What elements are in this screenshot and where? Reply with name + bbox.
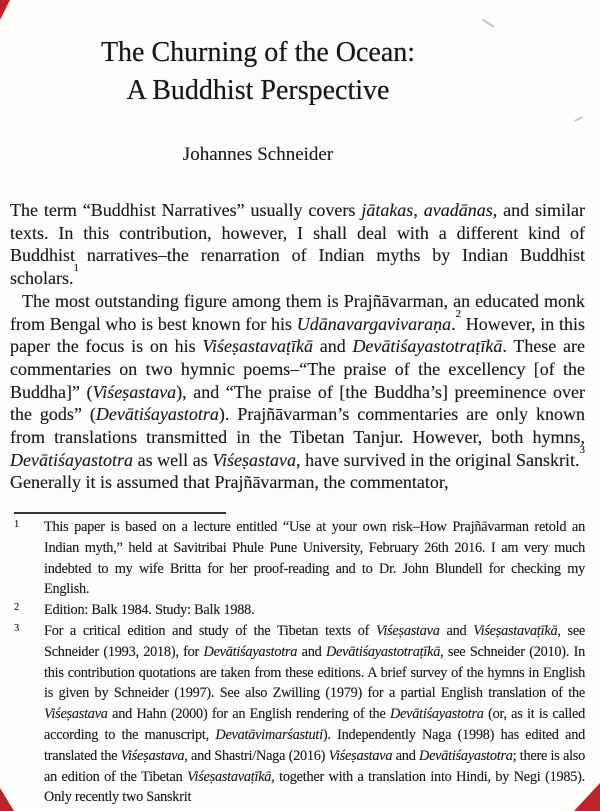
footnote-item	[10, 621, 585, 808]
text-run: and	[439, 622, 474, 639]
italic-term: avadānas	[423, 200, 493, 220]
italic-term: Udānavargavivaraṇa	[296, 313, 452, 334]
footnote-reference: 2	[455, 307, 462, 320]
article-title-line1: The Churning of the Ocean:	[100, 37, 416, 68]
footnotes-block	[10, 517, 585, 808]
text-run: This paper is based on a lecture entitled “Use at your own risk–How Prajñāvarman retold an Indian myth,” held at Savitribai Phule Pune University, February 26th 2016. I am very much indebted to my wife Britta for her proof-reading and to Dr. John Blundell for checking my English.	[44, 519, 585, 598]
text-run: and	[297, 643, 326, 660]
text-run: and	[312, 336, 353, 357]
article-body	[10, 199, 585, 494]
article-title-line2: A Buddhist Perspective	[126, 75, 390, 106]
article-title	[0, 34, 516, 110]
text-run: . These are commentaries on two hymnic poems–“The praise of the excellency [of the Buddha]” (	[10, 336, 585, 402]
text-run: Generally it is assumed that Prajñāvarman, the commentator,	[10, 472, 449, 493]
footnote-number: 2	[14, 602, 20, 614]
text-run: , see Schneider (2010). In this contribution quotations are taken from these editions. A brief survey of the hymns in English is given by Schneider (1997). See also Zwilling (1979) for a partial English translation of the	[44, 643, 585, 702]
author-name: Johannes Schneider	[182, 144, 334, 165]
text-run: The term “Buddhist Narratives” usually covers	[10, 200, 362, 220]
footnote-item	[10, 600, 585, 621]
italic-term: Devātiśayastotraṭīkā	[352, 336, 503, 357]
italic-term: Viśeṣastavaṭīkā	[473, 622, 558, 639]
footnote-separator-rule	[14, 512, 226, 514]
italic-term: Devātiśayastotraṭīkā	[325, 643, 441, 660]
text-run: Edition: Balk 1984. Study: Balk 1988.	[44, 602, 255, 619]
italic-term: Viśeṣastava	[212, 449, 296, 470]
italic-term: Viśeṣastava	[120, 747, 185, 764]
text-run: ). Prajñāvarman’s commentaries are only known from translations transmitted in the Tibetan Tanjur. However, both hymns,	[10, 404, 585, 448]
text-run: , and similar texts. In this contribution, however, I shall deal with a different kind of Buddhist narratives–the renarration of Indian myths by Indian Buddhist scholars.	[10, 200, 586, 289]
text-run: , together with a translation into Hindi, by Negi (1985). Only recently two Sanskrit	[44, 768, 586, 806]
body-paragraph	[10, 290, 585, 494]
italic-term: Devātiśayastotra	[10, 449, 133, 470]
text-run: and Hahn (2000) for an English rendering of the	[107, 706, 390, 723]
text-run: and	[392, 747, 419, 764]
text-run: , have survived in the original Sanskrit.	[296, 449, 580, 470]
italic-term: Devātiśayastotra	[95, 404, 219, 425]
italic-term: Viśeṣastava	[44, 706, 108, 723]
italic-term: Devatāvimarśastuti	[215, 726, 323, 743]
footnote-item	[10, 517, 585, 600]
footnote-reference: 1	[73, 262, 79, 275]
text-run: .	[451, 313, 456, 334]
italic-term: Devātiśayastotra	[389, 706, 484, 723]
italic-term: Devātiśayastotra	[203, 643, 298, 660]
footnote-number: 3	[14, 622, 20, 634]
scan-scratch-mark	[482, 18, 495, 27]
footnote-reference: 3	[579, 443, 585, 456]
text-run: as well as	[133, 449, 213, 470]
italic-term: Viśeṣastava	[375, 622, 440, 639]
text-run: For a critical edition and study of the Tibetan texts of	[44, 622, 376, 639]
book-cover-corner-top-left	[0, 0, 10, 20]
scan-scratch-mark	[574, 116, 583, 122]
text-run: , and Shastri/Naga (2016)	[184, 747, 329, 764]
italic-term: jātakas	[361, 200, 414, 220]
text-run: (or, as it is called according to the manuscript,	[44, 706, 585, 743]
text-run: ,	[413, 200, 424, 220]
text-run: ). Independently Naga (1998) has edited and translated the	[44, 726, 585, 764]
body-paragraph	[10, 199, 585, 290]
footnote-text	[44, 623, 585, 805]
footnote-text	[44, 602, 254, 618]
italic-term: Viśeṣastavaṭīkā	[202, 336, 313, 357]
footnote-text	[44, 519, 585, 597]
italic-term: Viśeṣastavaṭīkā	[187, 768, 272, 785]
text-run: However, in this paper the focus is on his	[10, 313, 586, 357]
text-run: ), and “The praise of [the Buddha’s] preeminence over the gods” (	[10, 381, 585, 425]
text-run: , see Schneider (1993, 2018), for	[44, 622, 586, 660]
italic-term: Devātiśayastotra	[419, 747, 513, 764]
italic-term: Viśeṣastava	[328, 747, 393, 764]
footnote-number: 1	[14, 519, 20, 530]
text-run: ; there is also an edition of the Tibetan	[44, 747, 585, 785]
italic-term: Viśeṣastava	[92, 381, 177, 402]
text-run: The most outstanding figure among them is Prajñāvarman, an educated monk from Bengal who is best known for his	[10, 290, 585, 334]
